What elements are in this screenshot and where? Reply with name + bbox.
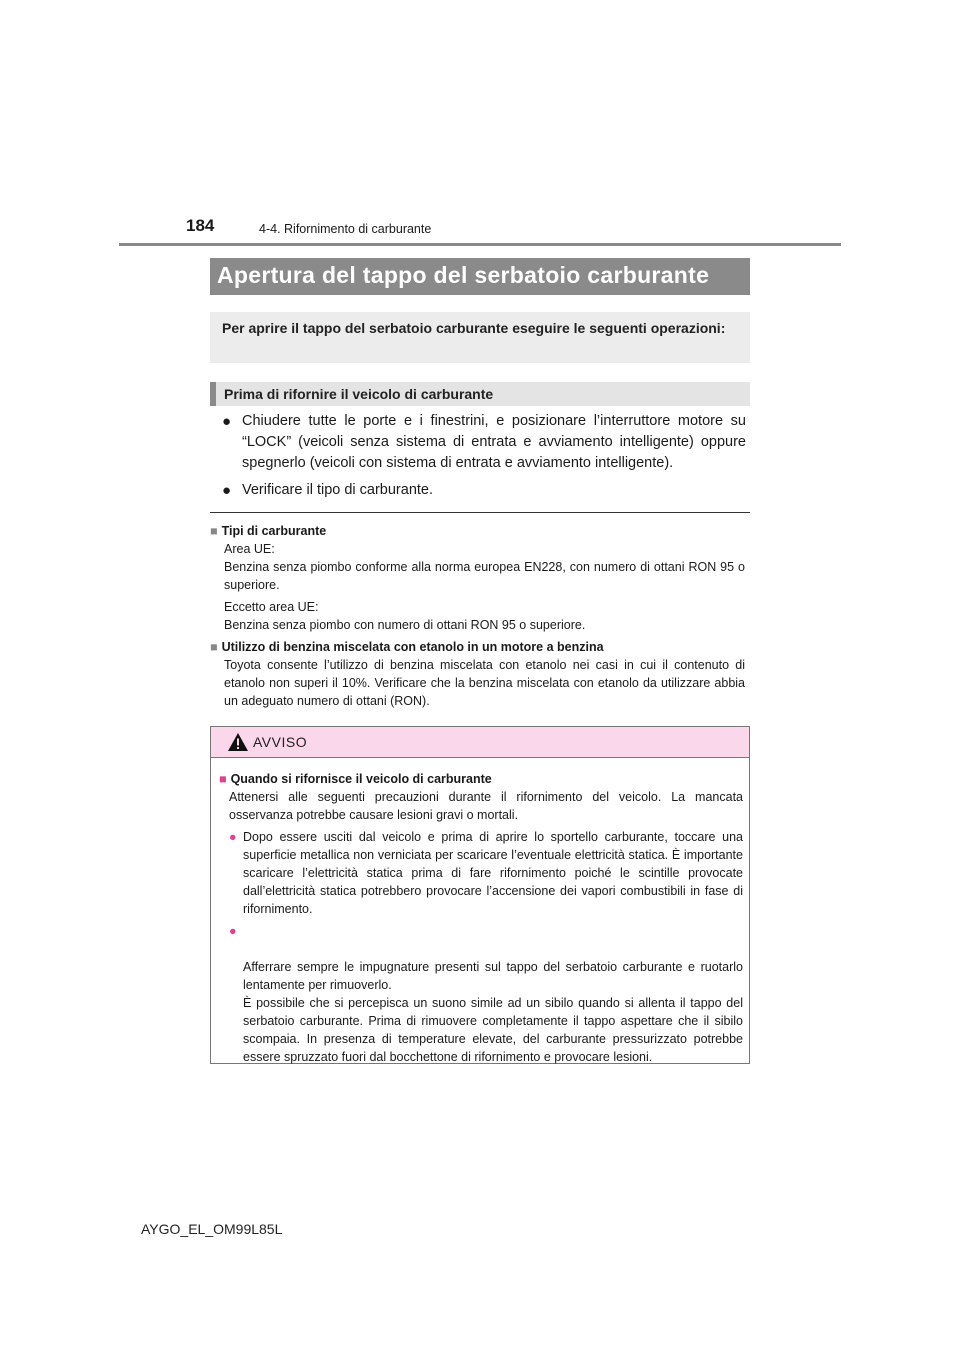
- info-text: Eccetto area UE: Benzina senza piombo con numero di ottani RON 95 o superiore.: [224, 600, 586, 632]
- bullet-list: [222, 411, 746, 507]
- section-title: 4-4. Rifornimento di carburante: [259, 222, 432, 236]
- warning-body: [211, 758, 749, 1066]
- info-text: Area UE: Benzina senza piombo conforme alla norma europea EN228, con numero di ottani RON 95 o superiore.: [224, 542, 745, 592]
- bullet-text: Verificare il tipo di carburante.: [242, 482, 434, 498]
- subheading: Prima di rifornire il veicolo di carburante: [210, 382, 750, 406]
- warning-bullet-text: Afferrare sempre le impugnature presenti sul tappo del serbatoio carburante e ruotarlo lentamente per rimuoverlo. È possibile che si percepisca un suono simile ad un sibilo quando si allenta il tappo del serbatoio carburante. Prima di rimuovere completamente il tappo aspettare che il sibilo scompaia. In presenza di temperature elevate, del carburante pressurizzato potrebbe essere spruzzato fuori dal bocchettone di rifornimento e provocare lesioni.: [243, 960, 743, 1064]
- warning-bullet: [219, 828, 743, 918]
- pink-dot-icon: ●: [229, 924, 237, 938]
- info-section: [210, 520, 745, 714]
- square-bullet-icon: ■: [210, 640, 218, 654]
- bullet-item: [222, 411, 746, 474]
- bullet-item: [222, 480, 746, 501]
- page-title: Apertura del tappo del serbatoio carburante: [210, 258, 750, 295]
- bullet-dot-icon: ●: [222, 413, 232, 430]
- info-text: Toyota consente l’utilizzo di benzina miscelata con etanolo nei casi in cui il contenuto di etanolo non superi il 10%. Verificare che la benzina miscelata con etanolo da utilizzare abbia un adeguato numero di ottani (RON).: [224, 658, 745, 708]
- info-heading: [210, 522, 745, 540]
- info-heading-text: Tipi di carburante: [221, 524, 327, 538]
- separator-rule: [210, 512, 750, 513]
- square-bullet-icon: ■: [210, 524, 218, 538]
- bullet-text: Chiudere tutte le porte e i finestrini, e posizionare l’interruttore motore su “LOCK” (veicoli senza sistema di entrata e avviamento intelligente) oppure spegnerlo (veicoli con sistema di entrata e avviamento intelligente).: [242, 413, 746, 471]
- warning-bullet: [219, 922, 743, 1066]
- square-bullet-icon: ■: [219, 772, 227, 786]
- intro-box: Per aprire il tappo del serbatoio carburante eseguire le seguenti operazioni:: [210, 312, 750, 363]
- warning-text: Attenersi alle seguenti precauzioni durante il rifornimento del veicolo. La mancata osservanza potrebbe causare lesioni gravi o mortali.: [229, 790, 743, 822]
- warning-heading-text: Quando si rifornisce il veicolo di carburante: [230, 772, 492, 786]
- warning-triangle-icon: [227, 732, 249, 752]
- warning-box: [210, 726, 750, 1064]
- header-rule: [119, 243, 841, 246]
- warning-header: [211, 727, 749, 758]
- footer-code: AYGO_EL_OM99L85L: [141, 1221, 283, 1237]
- info-heading: [210, 638, 745, 656]
- info-heading-text: Utilizzo di benzina miscelata con etanolo in un motore a benzina: [221, 640, 604, 654]
- warning-heading: [219, 770, 743, 788]
- warning-bullet-text: Dopo essere usciti dal veicolo e prima di aprire lo sportello carburante, toccare una superficie metallica non verniciata per scaricare l’eventuale elettricità statica. È importante scaricare l’elettricità statica prima di fare rifornimento poiché le scintille provocate dall’elettricità statica potrebbero provocare l’accensione dei vapori combustibili in fase di rifornimento.: [243, 830, 743, 916]
- bullet-dot-icon: ●: [222, 482, 232, 499]
- page-number: 184: [186, 216, 215, 235]
- pink-dot-icon: ●: [229, 830, 237, 844]
- warning-label: AVVISO: [253, 734, 308, 750]
